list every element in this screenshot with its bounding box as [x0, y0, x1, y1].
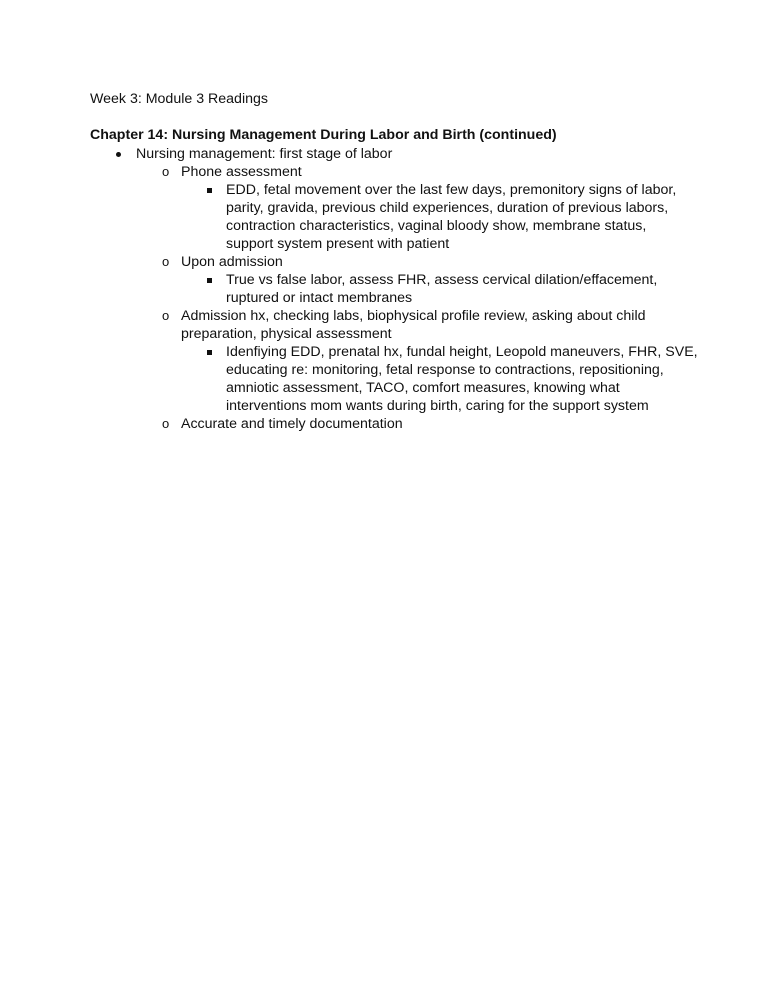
list-item-phone-assessment: Phone assessment — [181, 164, 302, 180]
bullet-level3 — [207, 188, 212, 193]
level1-item: Nursing management: first stage of labor — [136, 146, 393, 162]
list-item-documentation: Accurate and timely documentation — [181, 416, 403, 432]
bullet-level2: o — [162, 164, 170, 179]
bullet-level2: o — [162, 254, 170, 269]
bullet-level3 — [207, 350, 212, 355]
list-item-upon-admission: Upon admission — [181, 254, 283, 270]
sub-item-line: support system present with patient — [226, 236, 450, 252]
sub-item-line: parity, gravida, previous child experiences, duration of previous labors, — [226, 200, 669, 216]
sub-item-line: ruptured or intact membranes — [226, 290, 413, 306]
sub-item-line: True vs false labor, assess FHR, assess cervical dilation/effacement, — [226, 272, 658, 288]
bullet-level3 — [207, 278, 212, 283]
sub-item-line: educating re: monitoring, fetal response to contractions, repositioning, — [226, 362, 664, 378]
chapter-title: Chapter 14: Nursing Management During Labor and Birth (continued) — [90, 127, 557, 143]
bullet-level2: o — [162, 308, 170, 323]
list-item-admission-hx-cont: preparation, physical assessment — [181, 326, 392, 342]
sub-item-line: Idenfiying EDD, prenatal hx, fundal height, Leopold maneuvers, FHR, SVE, — [226, 344, 698, 360]
sub-item-line: interventions mom wants during birth, caring for the support system — [226, 398, 649, 414]
list-item-admission-hx: Admission hx, checking labs, biophysical profile review, asking about child — [181, 308, 646, 324]
sub-item-line: amniotic assessment, TACO, comfort measures, knowing what — [226, 380, 620, 396]
sub-item-line: EDD, fetal movement over the last few days, premonitory signs of labor, — [226, 182, 677, 198]
sub-item-line: contraction characteristics, vaginal bloody show, membrane status, — [226, 218, 647, 234]
bullet-level2: o — [162, 416, 170, 431]
document-heading: Week 3: Module 3 Readings — [90, 91, 268, 107]
bullet-level1 — [116, 152, 121, 157]
